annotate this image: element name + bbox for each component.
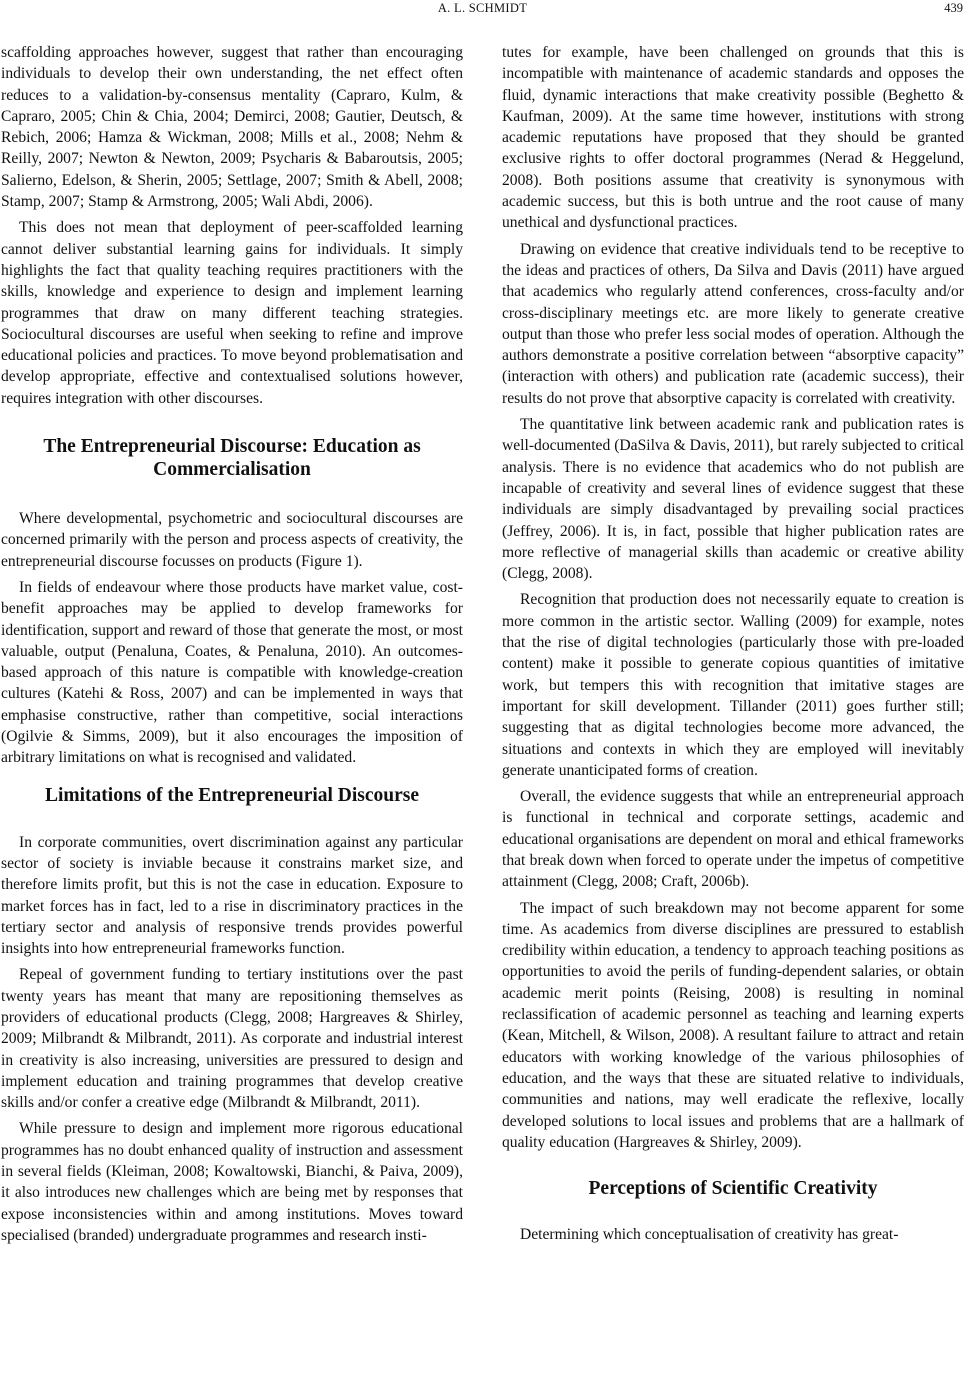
paragraph: The quantitative link between academic rank and publication rates is well-documented (DaSilva & Davis, 2011), but rarely subjected to critical analysis. There is no evidence that academics who do not publish are incapable of creativity and several lines of evidence suggest that these individuals are simply disadvantaged by prevailing social practices (Jeffrey, 2006). It is, in fact, possible that higher publication rates are more reflective of managerial skills than academic or creative ability (Clegg, 2008). [502, 416, 964, 583]
paragraph: Repeal of government funding to tertiary institutions over the past twenty years has meant that many are repositioning themselves as providers of educational products (Clegg, 2008; Hargreaves & Shirley, 2009; Milbrandt & Milbrandt, 2011). As corporate and industrial interest in creativity is also increasing, universities are pressured to design and implement education and training programmes that develop creative skills and/or confer a creative edge (Milbrandt & Milbrandt, 2011). [1, 966, 463, 1112]
section-heading: Perceptions of Scientific Creativity [588, 1178, 878, 1200]
page-number: 439 [944, 1, 963, 15]
section-heading: The Entrepreneurial Discourse: Education as Commercialisation [43, 436, 421, 481]
paragraph: Where developmental, psychometric and sociocultural discourses are concerned primarily with the person and process aspects of creativity, the entrepreneurial discourse focusses on products (Figure 1). [1, 510, 463, 570]
running-header-author: A. L. SCHMIDT [437, 1, 528, 15]
running-header [0, 0, 965, 20]
paragraph: scaffolding approaches however, suggest that rather than encouraging individuals to develop their own understanding, the net effect often reduces to a validation-by-consensus mentality (Capraro, Kulm, & Capraro, 2005; Chin & Chia, 2004; Demirci, 2008; Gautier, Deutsch, & Rebich, 2006; Hamza & Wickman, 2008; Mills et al., 2008; Nehm & Reilly, 2007; Newton & Newton, 2009; Psycharis & Babaroutsis, 2005; Salierno, Edelson, & Sherin, 2005; Settlage, 2007; Smith & Abell, 2008; Stamp, 2007; Stamp & Armstrong, 2005; Wali Abdi, 2006). [1, 44, 463, 211]
paragraph: This does not mean that deployment of peer-scaffolded learning cannot deliver substantial learning gains for individuals. It simply highlights the fact that quality teaching requires practitioners with the skills, knowledge and experience to design and implement learning programmes that draw on many different teaching strategies. Sociocultural discourses are useful when seeking to refine and improve educational policies and practices. To move beyond problematisation and develop appropriate, effective and contextualised solutions however, requires integration with other discourses. [1, 219, 463, 407]
paragraph: Recognition that production does not necessarily equate to creation is more common in the artistic sector. Walling (2009) for example, notes that the rise of digital technologies (particularly those with pre-loaded content) make it possible to generate copious quantities of imitative work, but tempers this with recognition that imitative stages are important for skill development. Tillander (2011) goes further still; suggesting that as digital technologies become more advanced, the situations and contexts in which they are employed will inevitably generate unanticipated forms of creation. [502, 591, 964, 779]
left-column [1, 42, 463, 1251]
paragraph: Determining which conceptualisation of creativity has great- [520, 1226, 899, 1244]
paragraph: In fields of endeavour where those products have market value, cost-benefit approaches may be applied to develop frameworks for identification, support and reward of those that generate the most, or most valuable, output (Penaluna, Coates, & Penaluna, 2010). An outcomes-based approach of this nature is compatible with knowledge-creation cultures (Katehi & Ross, 2007) and can be implemented in ways that emphasise constructive, rather than competitive, social interactions (Ogilvie & Simms, 2009), but it also encourages the imposition of arbitrary limitations on what is recognised and validated. [1, 578, 463, 767]
paragraph: Overall, the evidence suggests that while an entrepreneurial approach is functional in technical and corporate settings, academic and educational organisations are dependent on moral and ethical frameworks that break down when forced to operate under the impetus of competitive attainment (Clegg, 2008; Craft, 2006b). [502, 788, 964, 891]
paragraph: While pressure to design and implement more rigorous educational programmes has no doubt enhanced quality of instruction and assessment in several fields (Kleiman, 2008; Kowaltowski, Bianchi, & Paiva, 2009), it also introduces new challenges which are being met by responses that expose inconsistencies within and among institutions. Moves toward specialised (branded) undergraduate programmes and research insti- [1, 1120, 463, 1244]
right-column [502, 42, 964, 1250]
paragraph: The impact of such breakdown may not become apparent for some time. As academics from diverse disciplines are pressured to establish credibility within education, a tendency to approach teaching positions as opportunities to avoid the perils of funding-dependent salaries, or obtain academic merit points (Reising, 2008) is resulting in nominal reclassification of academic personnel as teaching and learning experts (Kean, Mitchell, & Wilson, 2008). A resultant failure to attract and retain educators with working knowledge of the various philosophies of education, and the ways that these are situated relative to individuals, communities and nations, may well eradicate the reflexive, locally developed solutions to local issues and problems that are a hallmark of quality education (Hargreaves & Shirley, 2009). [502, 899, 964, 1151]
paragraph: In corporate communities, overt discrimination against any particular sector of society is inviable because it constrains market size, and therefore limits profit, but this is not the case in education. Exposure to market forces has in fact, led to a rise in discriminatory practices in the tertiary sector and analysis of responsive trends provides powerful insights into how entrepreneurial frameworks function. [1, 833, 463, 958]
paragraph: tutes for example, have been challenged on grounds that this is incompatible with maintenance of academic standards and opposes the fluid, dynamic interactions that make creativity possible (Beghetto & Kaufman, 2009). At the same time however, institutions with strong academic reputations have proposed that they should be granted exclusive rights to offer doctoral programmes (Nerad & Heggelund, 2008). Both positions assume that creativity is synonymous with academic success, but this is both untrue and the root cause of many unethical and dysfunctional practices. [502, 44, 964, 232]
section-heading: Limitations of the Entrepreneurial Discourse [44, 784, 420, 806]
paragraph: Drawing on evidence that creative individuals tend to be receptive to the ideas and practices of others, Da Silva and Davis (2011) have argued that academics who regularly attend conferences, cross-faculty and/or cross-disciplinary meetings etc. are more likely to generate creative output than those who prefer less social modes of operation. Although the authors demonstrate a positive correlation between “absorptive capacity” (interaction with others) and publication rate (academic success), their results do not prove that absorptive capacity is correlated with creativity. [502, 240, 964, 407]
